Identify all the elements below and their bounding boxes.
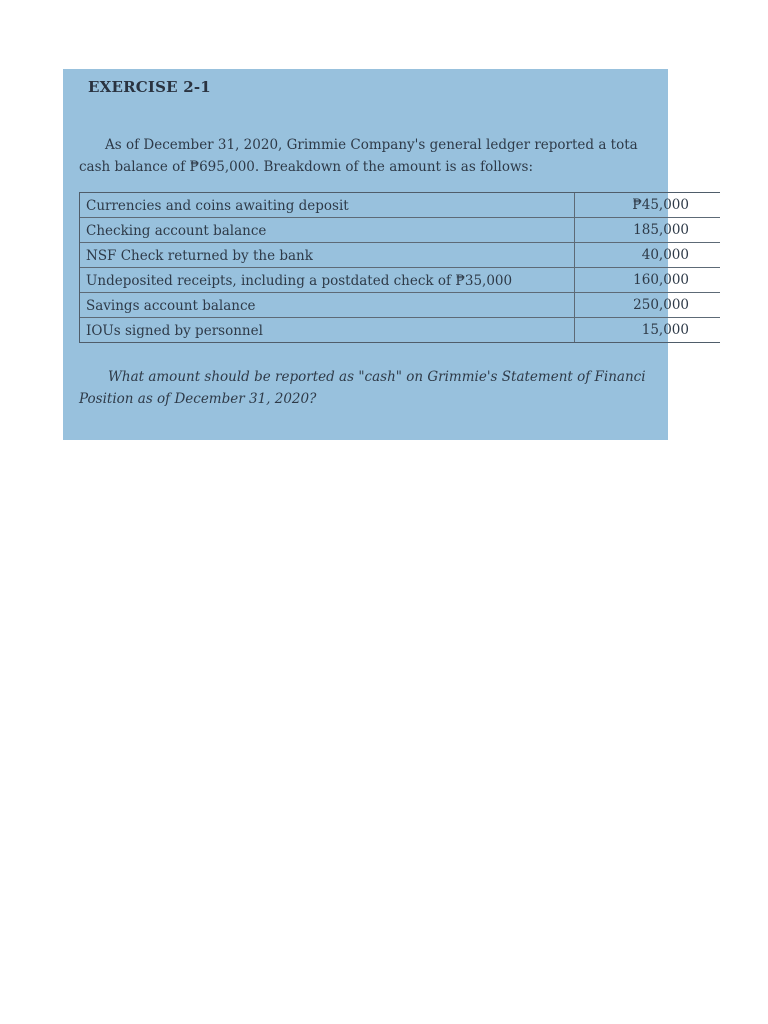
scanned-exercise-image [63, 69, 689, 440]
intro-line-1: As of December 31, 2020, Grimmie Company's general ledger reported a tota [105, 137, 638, 153]
cash-breakdown-table [79, 192, 720, 343]
exercise-question [79, 366, 719, 410]
row-amount-cell [575, 193, 720, 217]
row-amount: 15,000 [641, 322, 689, 338]
row-item-label: Currencies and coins awaiting deposit [80, 193, 575, 217]
row-amount: 250,000 [633, 297, 689, 313]
table-row [80, 318, 720, 343]
table-row [80, 293, 720, 318]
row-amount-cell [575, 243, 720, 267]
row-amount: ₱45,000 [632, 197, 689, 213]
table-row [80, 268, 720, 293]
table-row [80, 243, 720, 268]
row-amount-cell [575, 268, 720, 292]
exercise-intro [79, 134, 719, 178]
row-amount: 160,000 [633, 272, 689, 288]
row-item-label: Undeposited receipts, including a postdated check of ₱35,000 [80, 268, 575, 292]
row-item-label: Savings account balance [80, 293, 575, 317]
exercise-title: EXERCISE 2-1 [88, 78, 211, 96]
row-amount: 185,000 [633, 222, 689, 238]
row-amount-cell [575, 293, 720, 317]
row-amount-cell [575, 318, 720, 342]
row-amount: 40,000 [641, 247, 689, 263]
row-item-label: Checking account balance [80, 218, 575, 242]
question-line-1: What amount should be reported as "cash" on Grimmie's Statement of Financi [108, 369, 646, 385]
table-row [80, 218, 720, 243]
intro-line-2: cash balance of ₱695,000. Breakdown of the amount is as follows: [79, 159, 533, 175]
row-item-label: IOUs signed by personnel [80, 318, 575, 342]
table-row [80, 193, 720, 218]
row-amount-cell [575, 218, 720, 242]
question-line-2: Position as of December 31, 2020? [79, 391, 317, 407]
row-item-label: NSF Check returned by the bank [80, 243, 575, 267]
